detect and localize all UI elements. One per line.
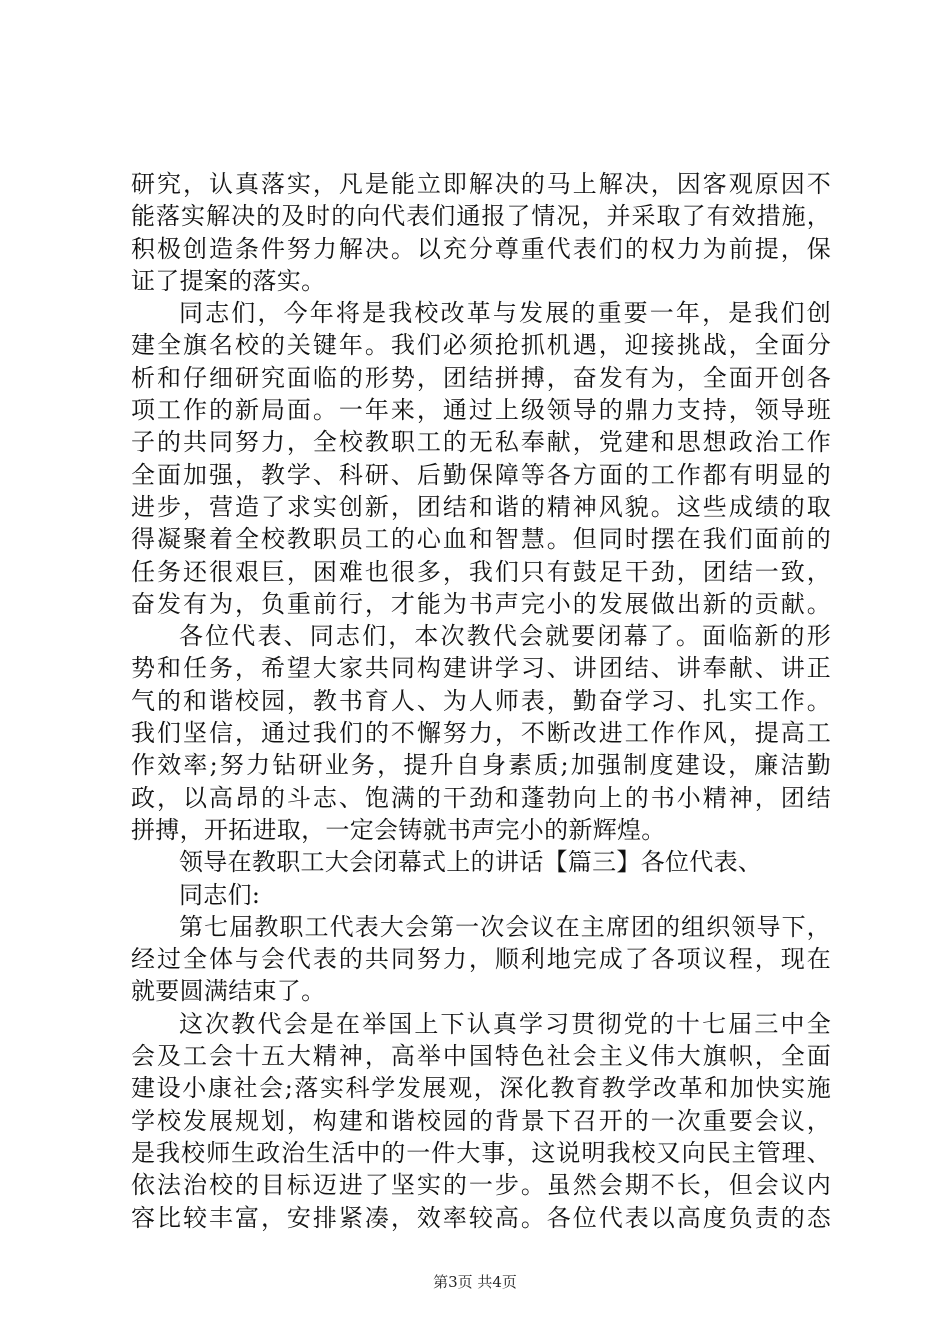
text-line: 析和仔细研究面临的形势，团结拼搏，奋发有为，全面开创各 (131, 363, 831, 392)
paragraph (131, 846, 831, 878)
text-line: 同志们，今年将是我校改革与发展的重要一年，是我们创 (179, 299, 831, 328)
text-line: 奋发有为，负重前行，才能为书声完小的发展做出新的贡献。 (131, 589, 831, 618)
text-line: 领导在教职工大会闭幕式上的讲话【篇三】各位代表、 (179, 848, 763, 877)
text-line: 研究，认真落实，凡是能立即解决的马上解决，因客观原因不 (131, 170, 831, 198)
text-line: 任务还很艰巨，困难也很多，我们只有鼓足干劲，团结一致， (131, 557, 831, 586)
text-line: 全面加强，教学、科研、后勤保障等各方面的工作都有明显的 (131, 460, 831, 489)
text-line: 作效率;努力钻研业务，提升自身素质;加强制度建设，廉洁勤 (131, 751, 831, 780)
text-line: 势和任务，希望大家共同构建讲学习、讲团结、讲奉献、讲正 (131, 654, 831, 683)
paragraph (131, 168, 831, 297)
text-line: 这次教代会是在举国上下认真学习贯彻党的十七届三中全 (179, 1009, 831, 1038)
text-line: 容比较丰富，安排紧凑，效率较高。各位代表以高度负责的态 (131, 1203, 831, 1232)
paragraph (131, 1008, 831, 1234)
paragraph (131, 297, 831, 620)
text-line: 能落实解决的及时的向代表们通报了情况，并采取了有效措施， (131, 202, 831, 231)
text-line: 各位代表、同志们，本次教代会就要闭幕了。面临新的形 (179, 622, 831, 651)
text-line: 拼搏，开拓进取，一定会铸就书声完小的新辉煌。 (131, 815, 666, 844)
page-number-label: 第3页 共4页 (433, 1273, 517, 1291)
text-line: 子的共同努力，全校教职工的无私奉献，党建和思想政治工作 (131, 428, 831, 457)
text-line: 同志们: (179, 880, 261, 909)
document-body (131, 168, 831, 1234)
text-line: 经过全体与会代表的共同努力，顺利地完成了各项议程，现在 (131, 945, 831, 974)
text-line: 积极创造条件努力解决。以充分尊重代表们的权力为前提，保 (131, 234, 831, 263)
text-line: 气的和谐校园，教书育人、为人师表，勤奋学习、扎实工作。 (131, 686, 831, 715)
text-line: 是我校师生政治生活中的一件大事，这说明我校又向民主管理、 (131, 1138, 831, 1167)
text-line: 建全旗名校的关键年。我们必须抢抓机遇，迎接挑战，全面分 (131, 331, 831, 360)
paragraph (131, 879, 831, 911)
paragraph (131, 620, 831, 846)
text-line: 依法治校的目标迈进了坚实的一步。虽然会期不长，但会议内 (131, 1171, 831, 1200)
text-line: 证了提案的落实。 (131, 266, 326, 295)
text-line: 就要圆满结束了。 (131, 977, 326, 1006)
paragraph (131, 911, 831, 1008)
text-line: 第七届教职工代表大会第一次会议在主席团的组织领导下， (179, 912, 831, 941)
text-line: 得凝聚着全校教职员工的心血和智慧。但同时摆在我们面前的 (131, 525, 831, 554)
text-line: 进步，营造了求实创新，团结和谐的精神风貌。这些成绩的取 (131, 492, 831, 521)
text-line: 项工作的新局面。一年来，通过上级领导的鼎力支持，领导班 (131, 396, 831, 425)
text-line: 建设小康社会;落实科学发展观，深化教育教学改革和加快实施 (131, 1074, 831, 1103)
text-line: 学校发展规划，构建和谐校园的背景下召开的一次重要会议， (131, 1106, 831, 1135)
page-footer (0, 1272, 950, 1292)
text-line: 会及工会十五大精神，高举中国特色社会主义伟大旗帜，全面 (131, 1042, 831, 1071)
text-line: 我们坚信，通过我们的不懈努力，不断改进工作作风，提高工 (131, 719, 831, 748)
text-line: 政，以高昂的斗志、饱满的干劲和蓬勃向上的书小精神，团结 (131, 783, 831, 812)
